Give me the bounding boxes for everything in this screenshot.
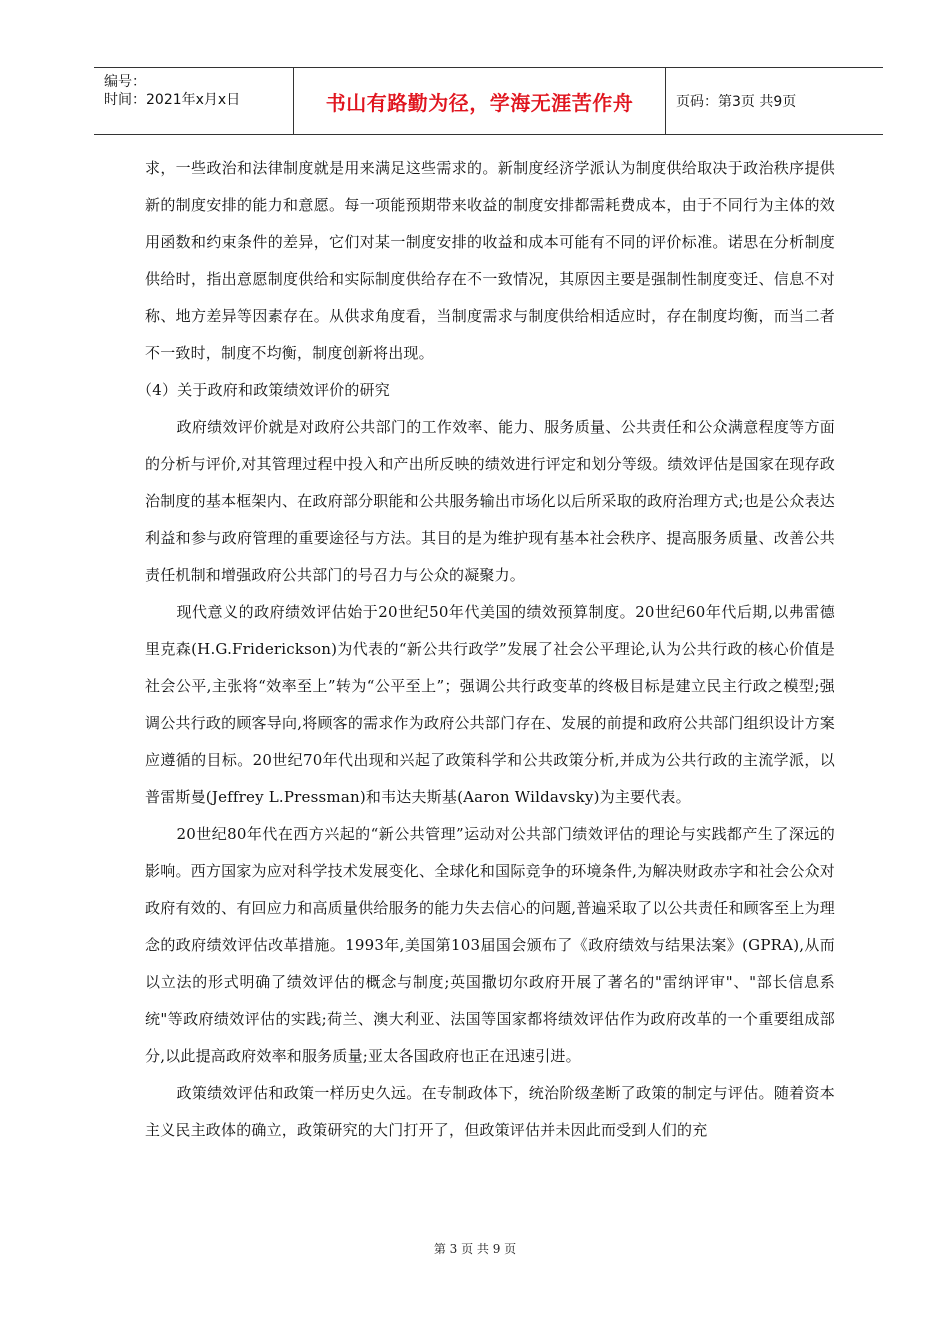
- header-page-label: 页码：第3页 共9页: [676, 94, 797, 110]
- section-heading: （4）关于政府和政策绩效评价的研究: [137, 381, 390, 399]
- page-footer: 第 3 页 共 9 页: [433, 1242, 517, 1256]
- paragraph: 政策绩效评估和政策一样历史久远。在专制政体下，统治阶级垄断了政策的制定与评估。随着资本主义民主政体的确立，政策研究的大门打开了，但政策评估并未因此而受到人们的充: [145, 1084, 835, 1139]
- paragraph: 20世纪80年代在西方兴起的“新公共管理”运动对公共部门绩效评估的理论与实践都产生了深远的影响。西方国家为应对科学技术发展变化、全球化和国际竞争的环境条件,为解决财政赤字和社会公众对政府有效的、有回应力和高质量供给服务的能力失去信心的问题,普遍采取了以公共责任和顾客至上为理念的政府绩效评估改革措施。1993年,美国第103届国会颁布了《政府绩效与结果法案》(GPRA),从而以立法的形式明确了绩效评估的概念与制度;英国撒切尔政府开展了著名的"雷纳评审"、"部长信息系统"等政府绩效评估的实践;荷兰、澳大利亚、法国等国家都将绩效评估作为政府改革的一个重要组成部分,以此提高政府效率和服务质量;亚太各国政府也正在迅速引进。: [145, 825, 835, 1065]
- document-body: [137, 150, 835, 1149]
- number-label: 编号：: [104, 74, 146, 90]
- header-meta: [94, 68, 294, 134]
- time-label: 时间：2021年x月x日: [104, 92, 241, 108]
- paragraph-continuation: 求，一些政治和法律制度就是用来满足这些需求的。新制度经济学派认为制度供给取决于政治秩序提供新的制度安排的能力和意愿。每一项能预期带来收益的制度安排都需耗费成本，由于不同行为主体的效用函数和约束条件的差异，它们对某一制度安排的收益和成本可能有不同的评价标准。诺思在分析制度供给时，指出意愿制度供给和实际制度供给存在不一致情况，其原因主要是强制性制度变迁、信息不对称、地方差异等因素存在。从供求角度看，当制度需求与制度供给相适应时，存在制度均衡，而当二者不一致时，制度不均衡，制度创新将出现。: [145, 159, 835, 362]
- page-header: [94, 67, 883, 135]
- header-motto: 书山有路勤为径，学海无涯苦作舟: [294, 68, 666, 134]
- paragraph: 现代意义的政府绩效评估始于20世纪50年代美国的绩效预算制度。20世纪60年代后期,以弗雷德里克森(H.G.Friderickson)为代表的“新公共行政学”发展了社会公平理论,认为公共行政的核心价值是社会公平,主张将“效率至上”转为“公平至上”；强调公共行政变革的终极目标是建立民主行政之模型;强调公共行政的顾客导向,将顾客的需求作为政府公共部门存在、发展的前提和政府公共部门组织设计方案应遵循的目标。20世纪70年代出现和兴起了政策科学和公共政策分析,并成为公共行政的主流学派，以普雷斯曼(Jeffrey L.Pressman)和韦达夫斯基(Aaron Wildavsky)为主要代表。: [145, 603, 835, 806]
- paragraph: 政府绩效评价就是对政府公共部门的工作效率、能力、服务质量、公共责任和公众满意程度等方面的分析与评价,对其管理过程中投入和产出所反映的绩效进行评定和划分等级。绩效评估是国家在现存政治制度的基本框架内、在政府部分职能和公共服务输出市场化以后所采取的政府治理方式;也是公众表达利益和参与政府管理的重要途径与方法。其目的是为维护现有基本社会秩序、提高服务质量、改善公共责任机制和增强政府公共部门的号召力与公众的凝聚力。: [145, 418, 835, 584]
